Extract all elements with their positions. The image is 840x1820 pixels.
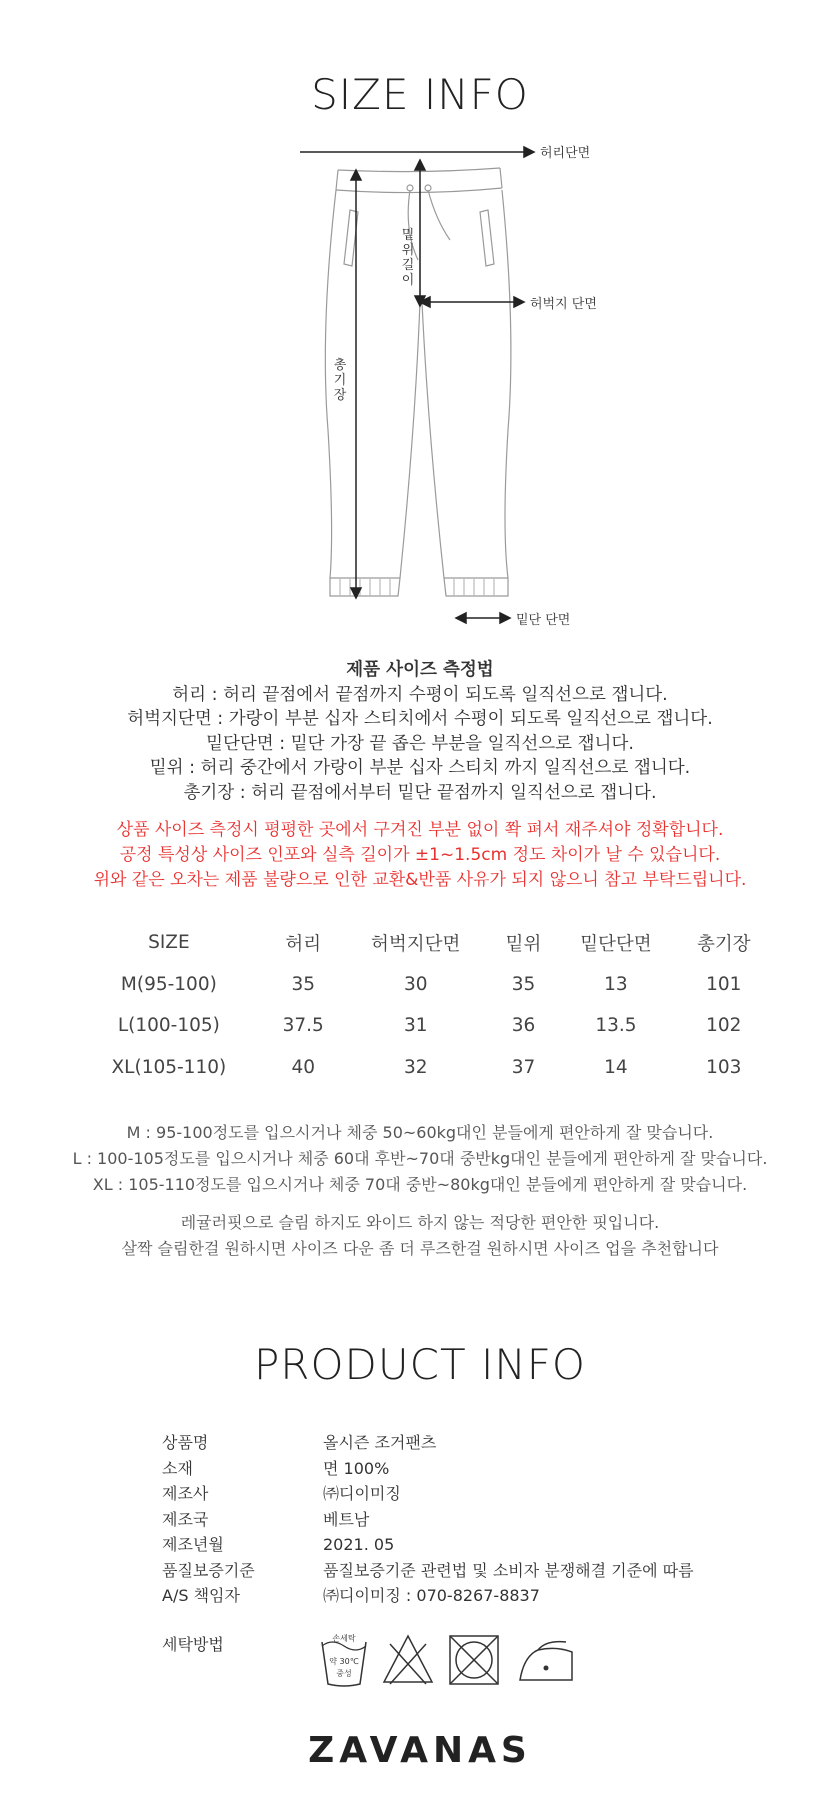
table-header-cell: 밑단단면 [580,933,652,955]
style-line: 레귤러핏으로 슬림 하지도 와이드 하지 않는 적당한 편안한 핏입니다. [180,1213,660,1232]
no-tumble-dry-icon [446,1632,502,1688]
methods-title: 제품 사이즈 측정법 [346,660,494,680]
info-key: 제조사 [162,1484,209,1503]
table-cell: L(100-105) [117,1015,220,1037]
fit-line: XL : 105-110정도를 입으시거나 체중 70대 중반~80kg대인 분들에게 편안하게 잘 맞습니다. [92,1175,748,1194]
fit-guide [0,1120,840,1198]
table-cell: 40 [291,1056,315,1078]
table-cell: M(95-100) [120,973,217,995]
fit-line: L : 100-105정도를 입으시거나 체중 60대 후반~70대 중반kg대인 분들에게 편안하게 잘 맞습니다. [72,1149,768,1168]
info-value: 2021. 05 [323,1535,395,1554]
product-info-title: PRODUCT INFO [253,1340,586,1389]
table-cell: 35 [291,973,315,995]
info-value: 품질보증기준 관련법 및 소비자 분쟁해결 기준에 따름 [323,1560,694,1580]
table-cell: 30 [403,973,428,995]
measurement-methods [0,658,840,805]
size-table [70,922,770,1088]
info-value: ㈜디이미징 : 070-8267-8837 [323,1586,540,1605]
table-cell: 37 [511,1056,536,1078]
info-value: 올시즌 조거팬츠 [323,1433,437,1452]
table-cell: 102 [706,1015,742,1037]
table-header-cell: 허리 [285,933,322,955]
info-value: 베트남 [323,1509,370,1529]
table-cell: 13 [604,973,628,995]
table-cell: 14 [604,1056,628,1078]
wash-temp-text: 약 30℃ [329,1657,359,1666]
total-length-label: 총기장 [333,358,347,403]
method-line: 밑위 : 허리 중간에서 가랑이 부분 십자 스티치 까지 일직선으로 잽니다. [149,758,691,778]
table-cell: 101 [706,973,742,995]
hand-wash-text: 손세탁 [332,1634,356,1643]
thigh-label: 허벅지 단면 [530,297,597,312]
info-value: ㈜디이미징 [323,1484,401,1503]
table-header-cell: 밑위 [505,933,542,955]
info-value: 면 100% [323,1458,390,1478]
pants-outline [300,130,620,630]
table-header-cell: SIZE [148,932,190,954]
wash-method-label: 세탁방법 [162,1635,224,1654]
table-cell: 37.5 [282,1015,324,1037]
style-line: 살짝 슬림한걸 원하시면 사이즈 다운 좀 더 루즈한걸 원하시면 사이즈 업을 추천합니다 [121,1239,719,1258]
measurement-notice [0,818,840,893]
table-cell: 32 [403,1056,428,1078]
table-row [70,1047,770,1089]
hand-wash-icon [318,1632,370,1690]
no-bleach-icon [380,1632,436,1688]
table-header-cell: 총기장 [696,933,751,955]
notice-line: 상품 사이즈 측정시 평평한 곳에서 구겨진 부분 없이 쫙 펴서 재주셔야 정확합니다. [116,820,724,840]
brand-logo: ZAVANAS [308,1730,532,1771]
size-table-header [70,922,770,964]
iron-low-icon [516,1632,576,1688]
table-row [70,964,770,1006]
style-description [0,1210,840,1262]
info-key: 품질보증기준 [162,1560,255,1580]
table-cell: XL(105-110) [111,1056,227,1078]
method-line: 밑단단면 : 밑단 가장 끝 좁은 부분을 일직선으로 잽니다. [206,733,634,754]
neutral-detergent-text: 중성 [336,1669,352,1678]
fit-line: M : 95-100정도를 입으시거나 체중 50~60kg대인 분들에게 편안하게 잘 맞습니다. [126,1123,714,1142]
pants-diagram [300,130,620,630]
info-key: 제조국 [162,1509,209,1529]
hem-label: 밑단 단면 [516,613,571,628]
notice-line: 위와 같은 오차는 제품 불량으로 인한 교환&반품 사유가 되지 않으니 참고 부탁드립니다. [93,870,747,890]
notice-line: 공정 특성상 사이즈 인포와 실측 길이가 ±1~1.5cm 정도 차이가 날 수 있습니다. [119,845,721,865]
method-line: 허리 : 허리 끝점에서 끝점까지 수평이 되도록 일직선으로 잽니다. [172,684,668,705]
info-key: A/S 책임자 [162,1586,240,1605]
table-cell: 36 [511,1015,536,1037]
table-row [70,1005,770,1047]
table-cell: 103 [706,1056,742,1078]
info-key: 제조년월 [162,1535,224,1554]
size-info-title: SIZE INFO [311,70,529,119]
info-key: 소재 [162,1458,193,1478]
method-line: 허벅지단면 : 가랑이 부분 십자 스티치에서 수평이 되도록 일직선으로 잽니다. [127,709,713,729]
rise-label: 밑위길이 [401,228,415,288]
method-line: 총기장 : 허리 끝점에서부터 밑단 끝점까지 일직선으로 잽니다. [183,782,657,803]
waist-label: 허리단면 [540,146,591,161]
info-key: 상품명 [162,1433,209,1452]
table-cell: 31 [403,1015,428,1037]
table-cell: 13.5 [595,1015,637,1037]
table-header-cell: 허벅지단면 [371,933,461,955]
table-cell: 35 [511,973,536,995]
